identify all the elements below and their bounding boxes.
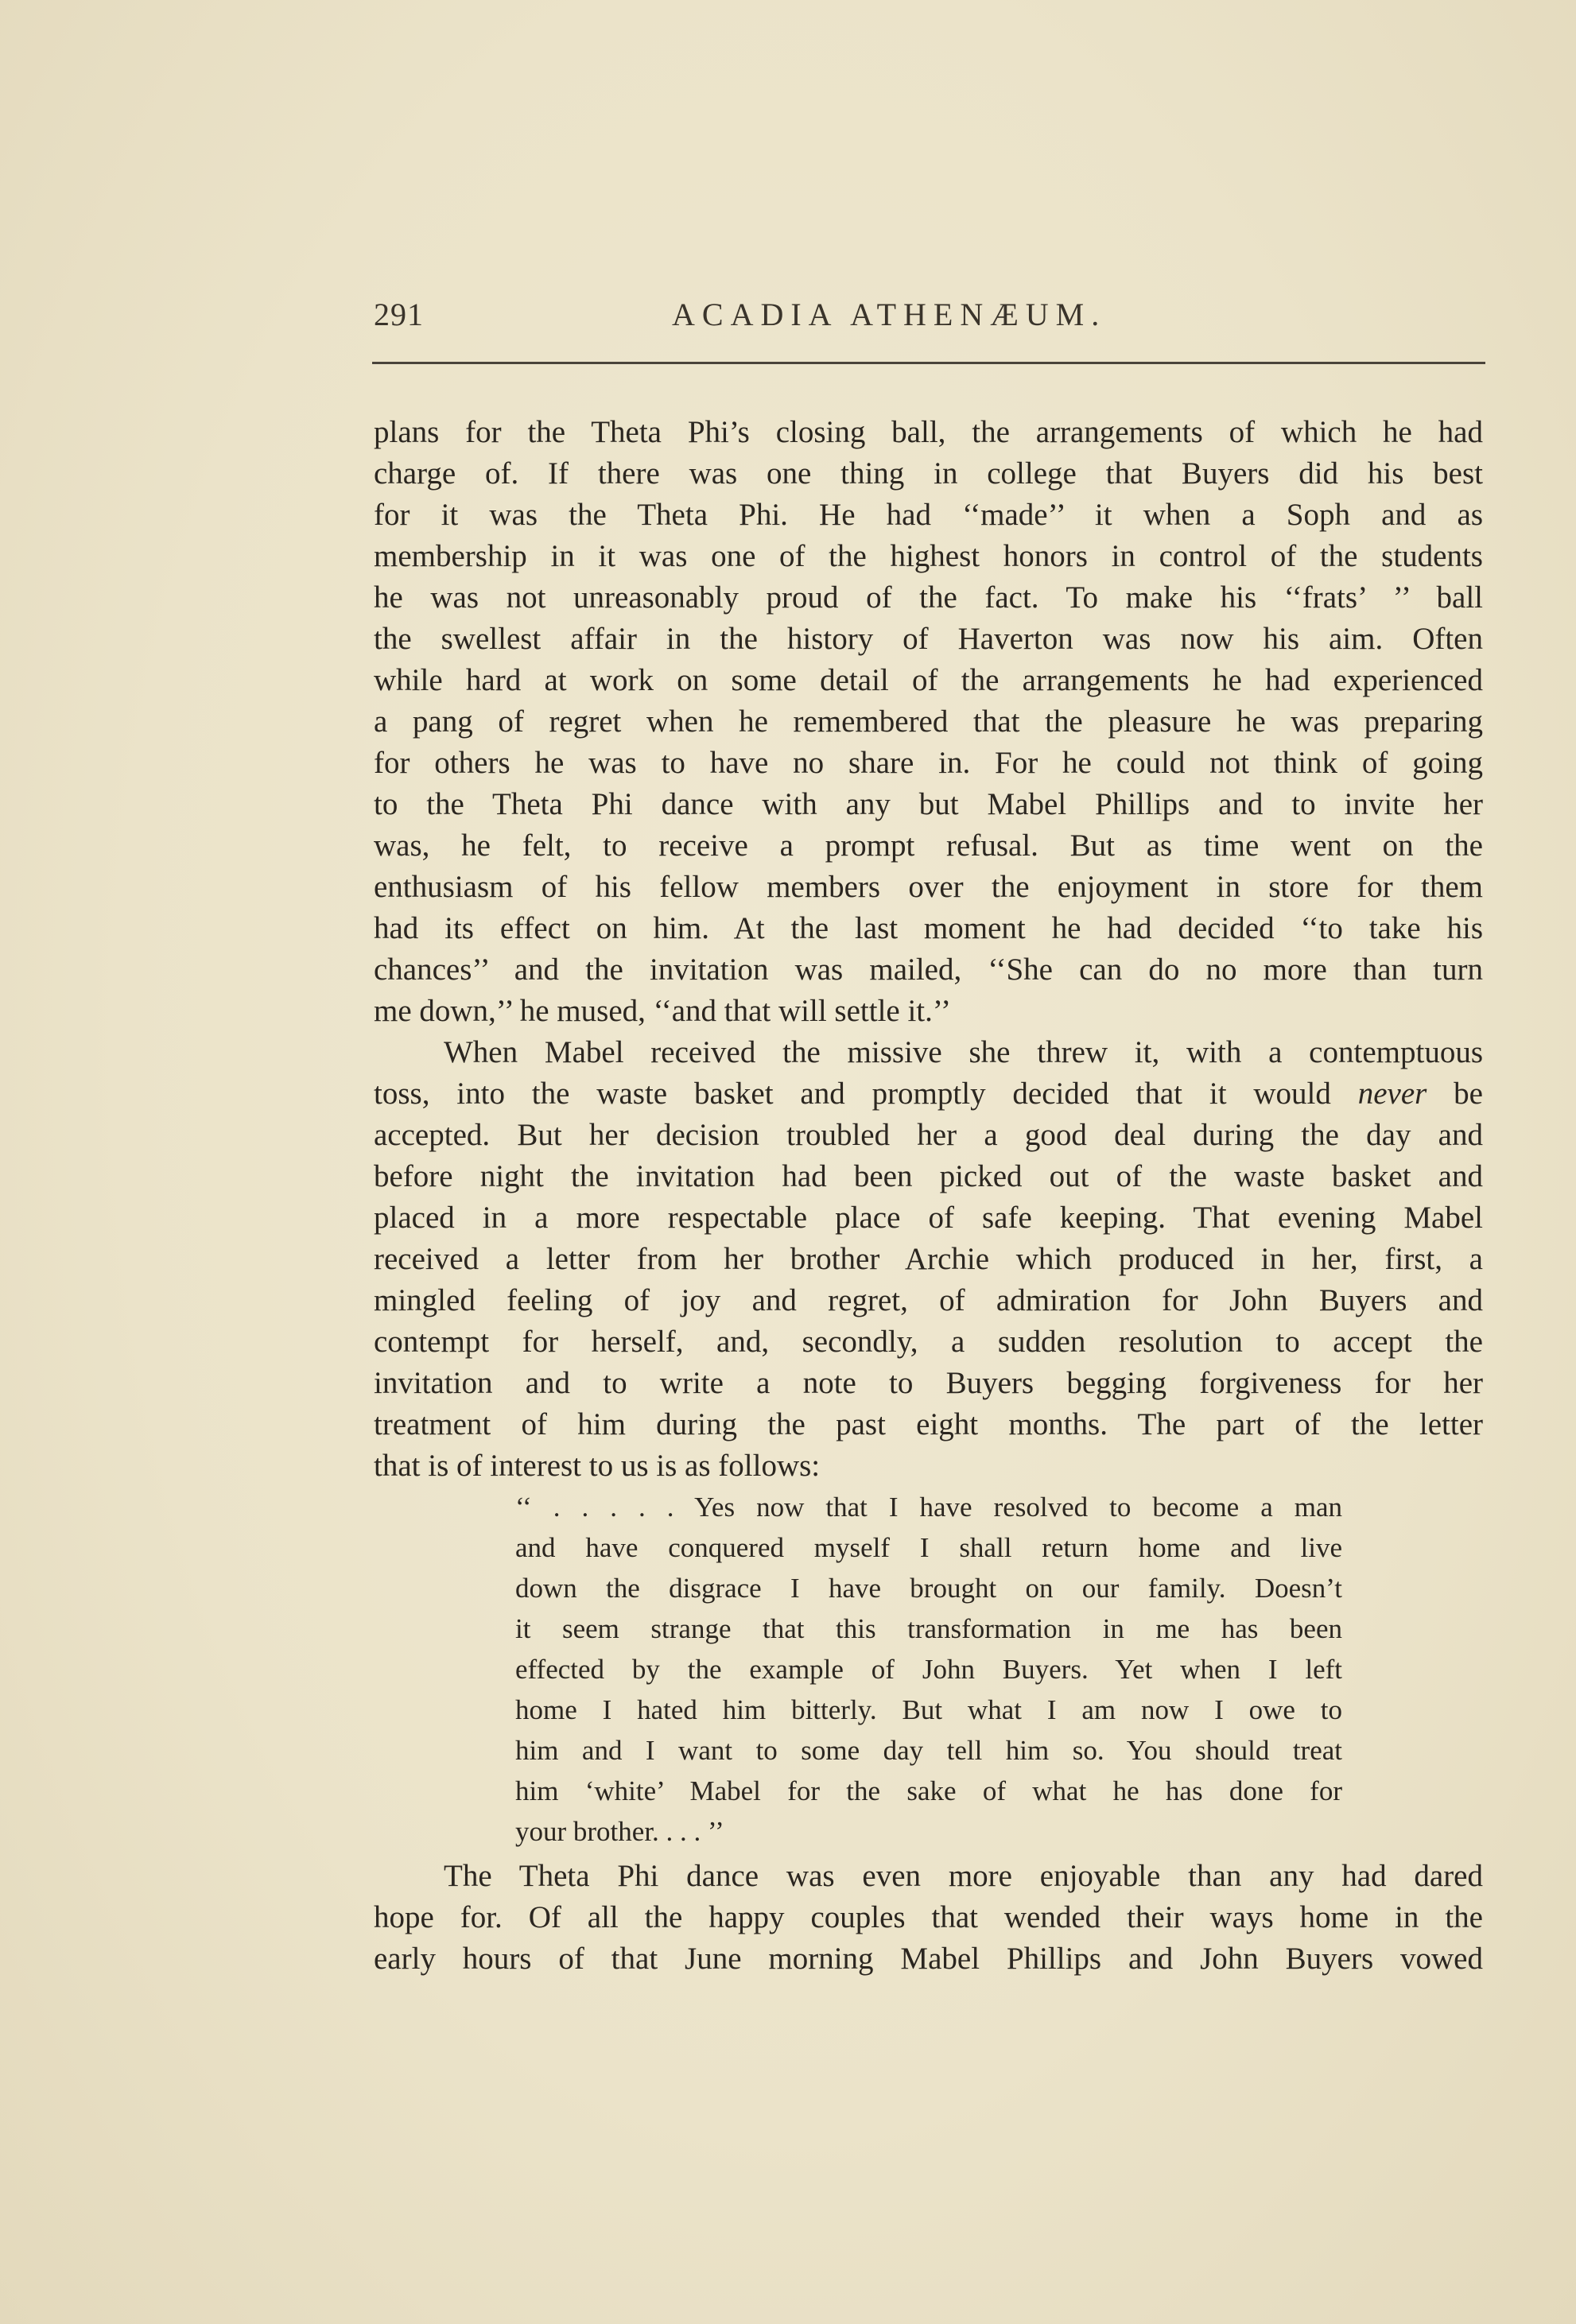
text-line: treatment of him during the past eight months. The part of the letter	[374, 1407, 1483, 1441]
text-line: that is of interest to us is as follows:	[374, 1449, 821, 1483]
text-line: plans for the Theta Phi’s closing ball, the arrangements of which he had	[374, 415, 1483, 449]
page-number: 291	[374, 297, 424, 332]
quote-line: down the disgrace I have brought on our family. Doesn’t	[515, 1573, 1342, 1604]
text-line: was, he felt, to receive a prompt refusal. But as time went on the	[374, 828, 1483, 863]
text-span: toss, into the waste basket and promptly decided that it would	[374, 1077, 1358, 1111]
text-line: before night the invitation had been picked out of the waste basket and	[374, 1159, 1483, 1193]
text-line	[374, 1073, 1483, 1115]
quote-line: him ‘white’ Mabel for the sake of what he has done for	[515, 1775, 1342, 1806]
emphasis-never: never	[1357, 1077, 1427, 1111]
text-line: a pang of regret when he remembered that the pleasure he was preparing	[374, 704, 1483, 739]
quote-line: ‘‘ . . . . . Yes now that I have resolved to become a man	[515, 1492, 1342, 1523]
text-line: accepted. But her decision troubled her a good deal during the day and	[374, 1118, 1483, 1152]
quote-line: effected by the example of John Buyers. Yet when I left	[515, 1654, 1342, 1685]
text-line: invitation and to write a note to Buyers begging forgiveness for her	[374, 1366, 1483, 1400]
text-line: the swellest affair in the history of Haverton was now his aim. Often	[374, 622, 1483, 656]
paragraph-2	[374, 1032, 1483, 1487]
text-span: be	[1427, 1077, 1483, 1111]
text-line: chances’’ and the invitation was mailed, ‘‘She can do no more than turn	[374, 952, 1483, 987]
text-line: charge of. If there was one thing in college that Buyers did his best	[374, 456, 1483, 491]
paragraph-1	[374, 412, 1483, 1032]
text-line: membership in it was one of the highest honors in control of the students	[374, 539, 1483, 573]
text-line: When Mabel received the missive she threw it, with a contemptuous	[444, 1035, 1483, 1069]
body-text	[374, 412, 1483, 1487]
paragraph-3	[374, 1856, 1483, 1980]
quote-line: him and I want to some day tell him so. You should treat	[515, 1735, 1342, 1766]
text-line: to the Theta Phi dance with any but Mabel Phillips and to invite her	[374, 787, 1483, 821]
text-line: placed in a more respectable place of safe keeping. That evening Mabel	[374, 1201, 1483, 1235]
quote-line: and have conquered myself I shall return home and live	[515, 1532, 1342, 1563]
letter-quote	[515, 1487, 1342, 1852]
text-line: mingled feeling of joy and regret, of admiration for John Buyers and	[374, 1283, 1483, 1317]
text-line: while hard at work on some detail of the arrangements he had experienced	[374, 663, 1483, 697]
text-line: he was not unreasonably proud of the fact. To make his ‘‘frats’ ’’ ball	[374, 580, 1483, 615]
text-line: enthusiasm of his fellow members over the enjoyment in store for them	[374, 870, 1483, 904]
text-line: hope for. Of all the happy couples that wended their ways home in the	[374, 1900, 1483, 1934]
text-line: me down,’’ he mused, ‘‘and that will settle it.’’	[374, 994, 951, 1028]
text-line: The Theta Phi dance was even more enjoyable than any had dared	[444, 1859, 1483, 1893]
quote-line: it seem strange that this transformation in me has been	[515, 1613, 1342, 1644]
quote-line: home I hated him bitterly. But what I am now I owe to	[515, 1694, 1342, 1725]
page-header	[374, 296, 1483, 343]
header-rule	[372, 362, 1485, 364]
running-title: ACADIA ATHENÆUM.	[672, 297, 1107, 332]
text-line: received a letter from her brother Archie which produced in her, first, a	[374, 1242, 1483, 1276]
quote-line: your brother. . . . ’’	[515, 1816, 724, 1847]
text-line: early hours of that June morning Mabel Phillips and John Buyers vowed	[374, 1942, 1483, 1976]
text-line: contempt for herself, and, secondly, a sudden resolution to accept the	[374, 1325, 1483, 1359]
text-line: for others he was to have no share in. For he could not think of going	[374, 746, 1483, 780]
text-line: for it was the Theta Phi. He had ‘‘made’’ it when a Soph and as	[374, 498, 1483, 532]
text-line: had its effect on him. At the last moment he had decided ‘‘to take his	[374, 911, 1483, 945]
